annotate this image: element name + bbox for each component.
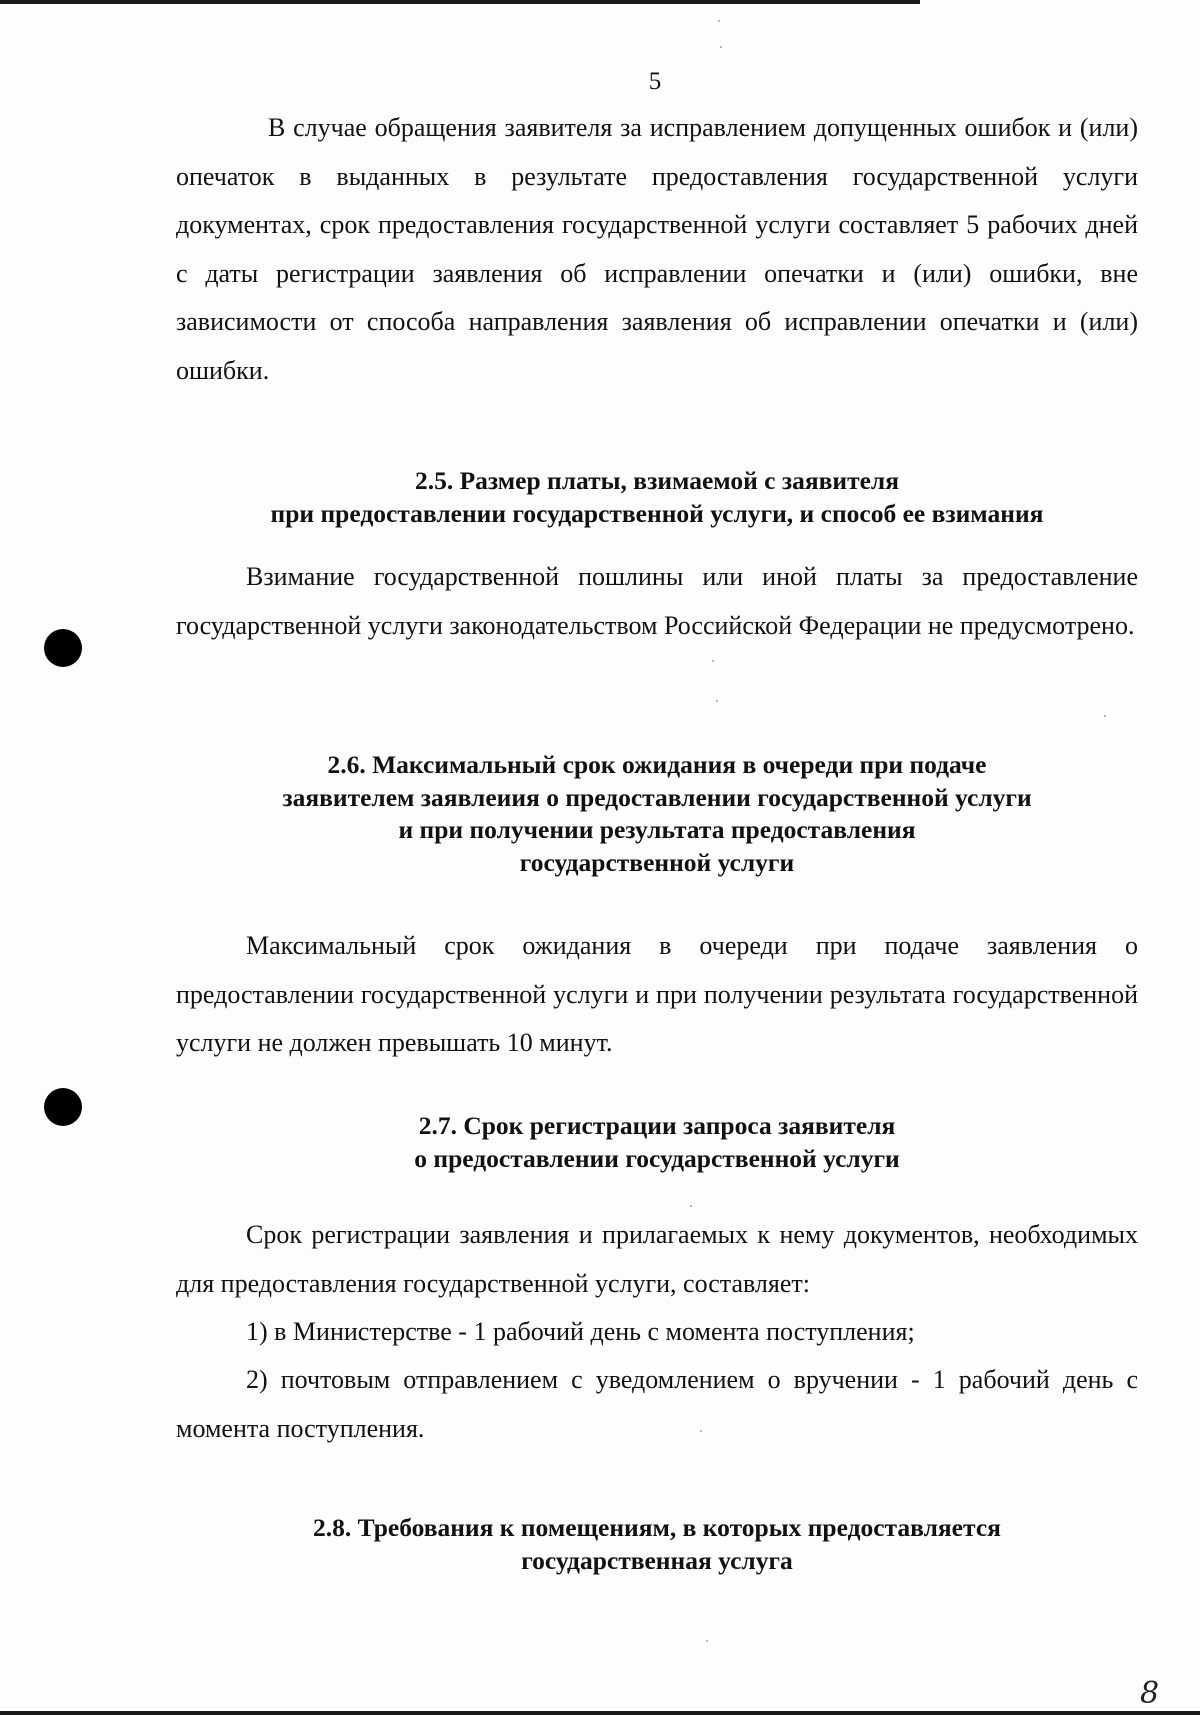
section-2-7-paragraph: Срок регистрации заявления и прилагаемых к нему документов, необходимых для предоставления государственной услуги, составляет: <box>176 1220 1138 1298</box>
section-2-6-heading-line3: и при получении результата предоставления <box>398 815 916 844</box>
punch-hole-upper <box>44 629 82 667</box>
scan-bottom-border <box>0 1711 1200 1715</box>
scan-artifact <box>712 660 714 662</box>
section-2-7-list-item-1: 1) в Министерстве - 1 рабочий день с момента поступления; <box>246 1317 915 1346</box>
section-2-8-heading <box>176 1512 1138 1577</box>
section-2-7-list-item-2: 2) почтовым отправлением с уведомлением о вручении - 1 рабочий день с момента поступления. <box>176 1365 1138 1443</box>
scan-top-border <box>0 0 920 4</box>
section-2-5-paragraph: Взимание государственной пошлины или иной платы за предоставление государственной услуги законодательством Российской Федерации не предусмотрено. <box>176 562 1138 640</box>
section-2-6-heading-line1: 2.6. Максимальный срок ожидания в очереди при подаче <box>327 750 987 779</box>
section-2-5-heading <box>176 465 1138 530</box>
section-2-6-paragraph: Максимальный срок ожидания в очереди при подаче заявления о предоставлении государственной услуги и при получении результата государственной услуги не должен превышать 10 минут. <box>176 931 1138 1057</box>
section-2-8-heading-line2: государственная услуга <box>521 1545 793 1575</box>
scan-artifact <box>716 700 718 702</box>
punch-hole-lower <box>44 1088 82 1126</box>
section-2-6-heading <box>176 749 1138 879</box>
scan-artifact <box>690 1205 692 1207</box>
scan-artifact <box>706 1640 708 1642</box>
section-2-7-heading <box>176 1110 1138 1175</box>
section-2-7-heading-line1: 2.7. Срок регистрации запроса заявителя <box>418 1111 896 1140</box>
section-2-6-heading-line2: заявителем заявлеиия о предоставлении государственной услуги <box>282 782 1032 812</box>
section-2-7-heading-line2: о предоставлении государственной услуги <box>414 1143 900 1173</box>
section-2-8-heading-line1: 2.8. Требования к помещениям, в которых предоставляется <box>313 1513 1001 1542</box>
intro-paragraph: В случае обращения заявителя за исправлением допущенных ошибок и (или) опечаток в выданных в результате предоставления государственной услуги документах, срок предоставления государственной услуги составляет 5 рабочих дней с даты регистрации заявления об исправлении опечатки и (или) ошибки, вне зависимости от способа направления заявления об исправлении опечатки и (или) ошибки. <box>176 113 1138 385</box>
section-2-6-heading-line4: государственной услуги <box>519 847 795 877</box>
handwritten-page-mark: 8 <box>1140 1676 1160 1711</box>
scan-artifact <box>718 20 720 22</box>
scan-artifact <box>700 1430 702 1432</box>
section-2-5-heading-line2: при предоставлении государственной услуги, и способ ее взимания <box>270 498 1044 528</box>
page-number: 5 <box>648 68 662 95</box>
scan-artifact <box>1104 715 1106 717</box>
scan-artifact <box>720 46 722 48</box>
section-2-5-heading-line1: 2.5. Размер платы, взимаемой с заявителя <box>414 466 900 495</box>
